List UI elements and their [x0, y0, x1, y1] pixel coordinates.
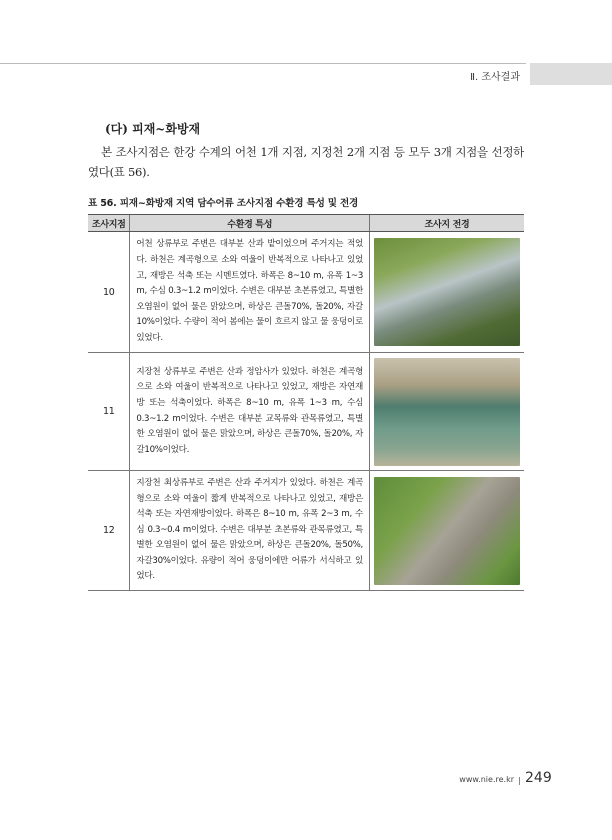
page-number: 249: [525, 770, 552, 786]
site-number: 10: [88, 232, 130, 353]
body-paragraph: 본 조사지점은 한강 수계의 어천 1개 지점, 지정천 2개 지점 등 모두 3개 지점을 선정하였다(표 56).: [88, 145, 524, 179]
site-description: 지장천 상류부로 주변은 산과 정암사가 있었다. 하천은 계곡형으로 소와 여울이 반복적으로 나타나고 있었고, 재방은 자연재방 또는 석축이었다. 하폭은 8~10 m, 유폭 1~3 m, 수심 0.3~1.2 m이었다. 수변은 대부분 교목류와 관목류였고, 특별한 오염원이 없어 물은 맑았으며, 하상은 큰돌70%, 돌20%, 자갈10%이었다.: [130, 353, 370, 471]
table-caption: 표 56. 피재~화방재 지역 담수어류 조사지점 수환경 특성 및 전경: [88, 198, 359, 209]
site-description: 지장천 최상류부로 주변은 산과 주거지가 있었다. 하천은 계곡형으로 소와 여울이 짧게 반복적으로 나타나고 있었고, 재방은 석축 또는 자연재방이었다. 하폭은 8~10 m, 유폭 2~3 m, 수심 0.3~0.4 m이었다. 수변은 대부분 초본류와 관목류였고, 특별한 오염원이 없어 물은 맑았으며, 하상은 큰돌20%, 돌50%, 자갈30%이었다. 유량이 적어 웅덩이에만 어류가 서식하고 있었다.: [130, 471, 370, 591]
chapter-title: Ⅱ. 조사결과: [470, 72, 520, 83]
table-header-row: [88, 215, 524, 232]
col-header-site: 조사지점: [88, 215, 130, 232]
footer-divider: [519, 777, 520, 785]
table-row: [88, 232, 524, 353]
site-photo: [374, 238, 520, 346]
table-row: [88, 353, 524, 471]
col-header-photo: 조사지 전경: [369, 215, 524, 232]
site-description: 어천 상류부로 주변은 대부분 산과 밭이었으며 주거지는 적었다. 하천은 계곡형으로 소와 여울이 반복적으로 나타나고 있었고, 재방은 석축 또는 시멘트였다. 하폭은 8~10 m, 유폭 1~3 m, 수심 0.3~1.2 m이었다. 수변은 대부분 초본류였고, 특별한 오염원이 없어 물은 맑았으며, 하상은 큰돌70%, 돌20%, 자갈10%이었다. 수량이 적어 봄에는 물이 흐르지 않고 물 웅덩이로 있었다.: [130, 232, 370, 353]
col-header-environment: 수환경 특성: [130, 215, 370, 232]
site-number: 11: [88, 353, 130, 471]
site-photo: [374, 358, 520, 466]
site-photo: [374, 477, 520, 585]
section-heading: (다) 피재~화방재: [105, 122, 201, 136]
footer-url: www.nie.re.kr: [459, 775, 514, 784]
table-row: [88, 471, 524, 591]
header-tab: [530, 63, 612, 85]
site-number: 12: [88, 471, 130, 591]
header-rule: [0, 63, 526, 64]
site-table: [88, 214, 524, 591]
